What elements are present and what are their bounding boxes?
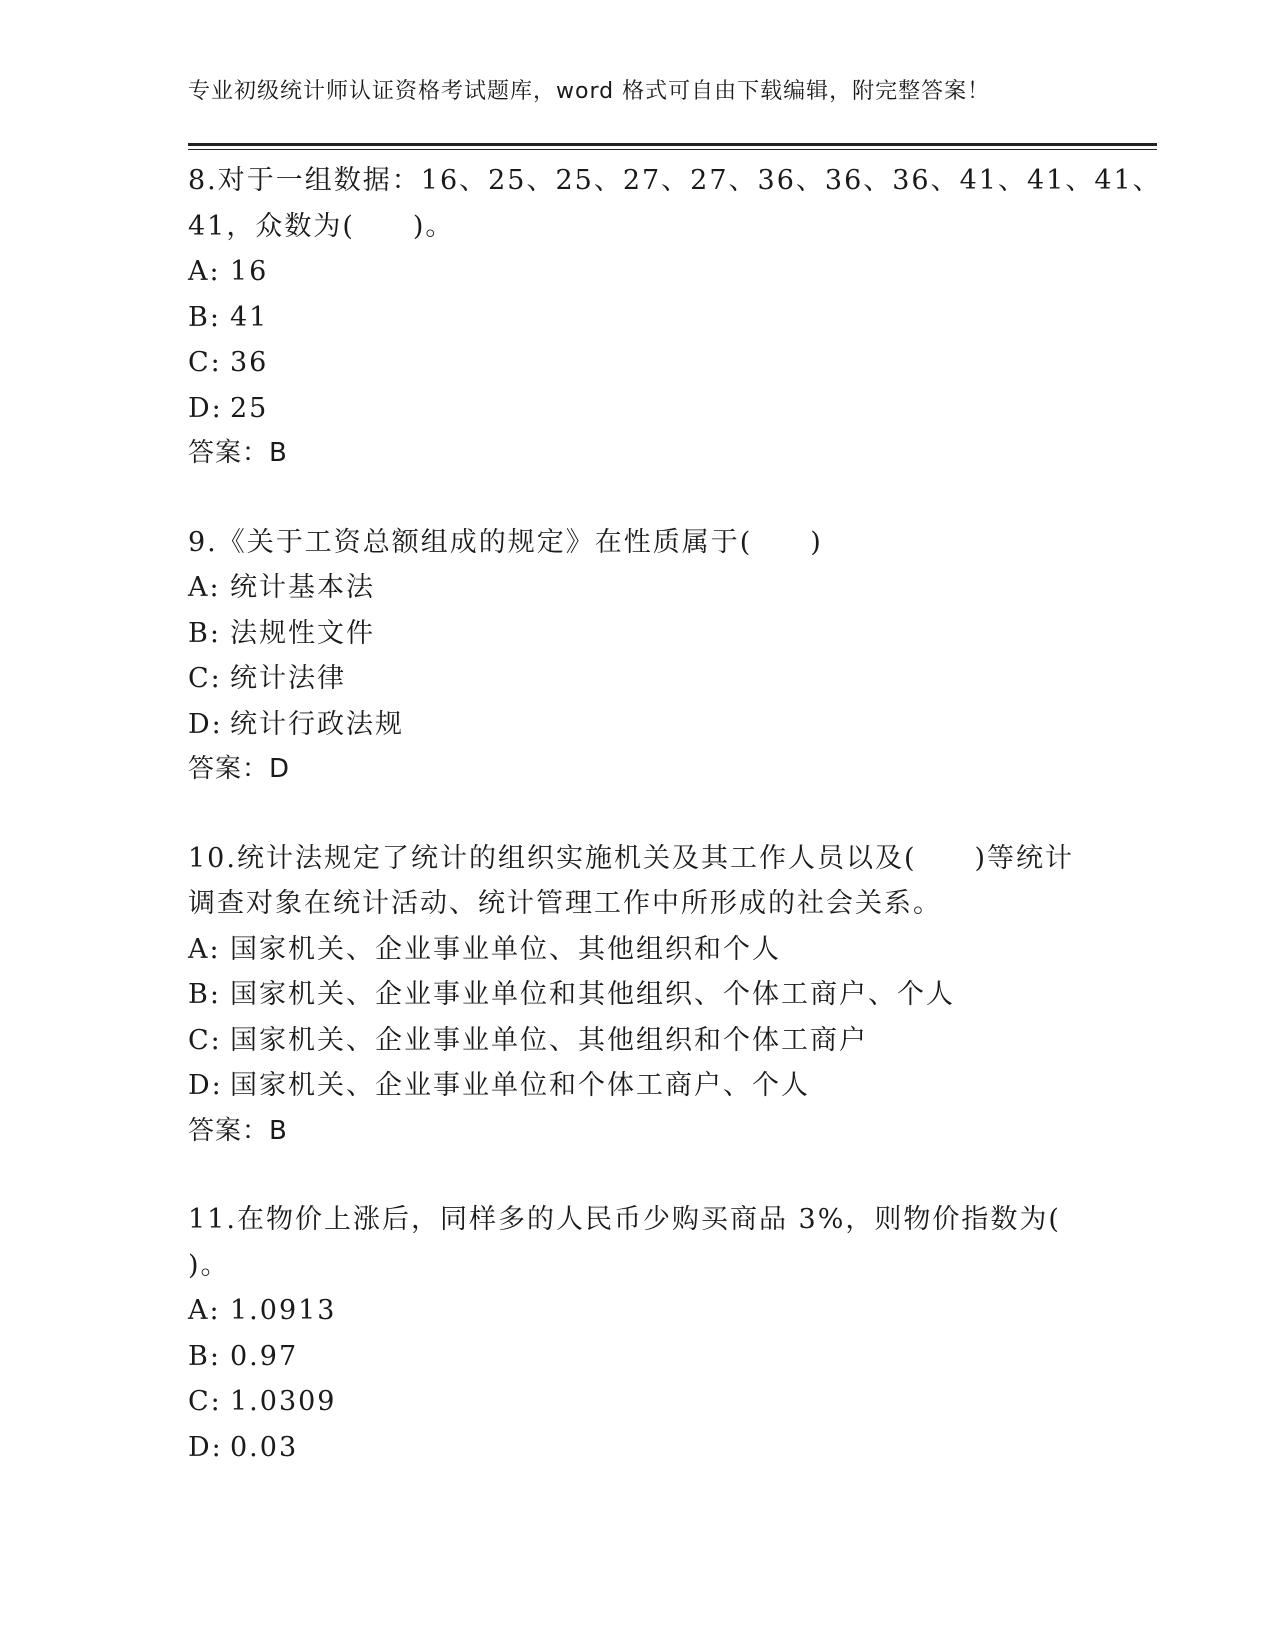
option-text: 36 <box>230 347 269 378</box>
option-text: 41 <box>230 301 269 333</box>
option-key: B: <box>188 979 221 1010</box>
option-a <box>188 565 1088 611</box>
option-text: 国家机关、企业事业单位和个体工商户、个人 <box>230 1070 810 1101</box>
option-key: C: <box>188 1024 222 1056</box>
answer-line: 答案：B <box>188 438 288 468</box>
option-key: B: <box>188 617 221 649</box>
option-text: 16 <box>230 256 269 287</box>
option-text: 1.0913 <box>230 1295 337 1326</box>
option-text: 统计行政法规 <box>230 708 404 740</box>
option-text: 1.0309 <box>230 1386 337 1417</box>
option-a <box>188 927 1088 973</box>
question-10 <box>188 836 1088 1155</box>
answer-line: 答案：D <box>188 754 291 784</box>
option-key: A: <box>188 933 221 965</box>
option-text: 法规性文件 <box>230 617 375 649</box>
option-key: D: <box>188 1070 223 1101</box>
option-text: 0.97 <box>230 1340 299 1372</box>
question-stem-line: 调查对象在统计活动、统计管理工作中所形成的社会关系。 <box>188 888 942 919</box>
question-11 <box>188 1197 1088 1470</box>
option-text: 国家机关、企业事业单位、其他组织和个体工商户 <box>230 1024 868 1056</box>
option-c <box>188 340 1088 386</box>
option-key: C: <box>188 663 222 694</box>
option-key: C: <box>188 1386 222 1417</box>
option-b <box>188 295 1088 341</box>
header-rule-thick <box>188 143 1157 146</box>
question-8 <box>188 158 1162 477</box>
option-d <box>188 386 1088 432</box>
question-stem-line: 9.《关于工资总额组成的规定》在性质属于( ) <box>188 526 823 558</box>
option-key: C: <box>188 347 222 378</box>
question-stem-line: 11.在物价上涨后，同样多的人民币少购买商品 3%，则物价指数为( <box>188 1204 1061 1235</box>
option-text: 国家机关、企业事业单位、其他组织和个人 <box>230 933 781 965</box>
option-key: B: <box>188 301 221 333</box>
page-header: 专业初级统计师认证资格考试题库，word 格式可自由下载编辑，附完整答案！ <box>188 79 991 104</box>
option-d <box>188 702 1088 748</box>
option-d <box>188 1425 1088 1471</box>
option-a <box>188 1288 1088 1334</box>
question-list <box>188 158 1162 1513</box>
option-d <box>188 1063 1088 1109</box>
question-9 <box>188 520 1088 793</box>
question-stem-line: 8.对于一组数据：16、25、25、27、27、36、36、36、41、41、41、 <box>188 165 1162 196</box>
option-text: 统计法律 <box>230 663 346 694</box>
option-key: D: <box>188 708 223 740</box>
option-text: 0.03 <box>230 1431 299 1463</box>
option-text: 国家机关、企业事业单位和其他组织、个体工商户、个人 <box>230 979 955 1010</box>
option-b <box>188 1334 1088 1380</box>
question-stem-line: 10.统计法规定了统计的组织实施机关及其工作人员以及( )等统计 <box>188 842 1075 874</box>
option-b <box>188 972 1088 1018</box>
option-c <box>188 1018 1088 1064</box>
option-key: D: <box>188 392 223 424</box>
option-a <box>188 249 1088 295</box>
option-key: B: <box>188 1340 221 1372</box>
question-stem-line: 41，众数为( )。 <box>188 210 455 242</box>
option-text: 25 <box>230 392 269 424</box>
option-key: A: <box>188 1295 221 1326</box>
answer-line: 答案：B <box>188 1115 288 1146</box>
option-c <box>188 656 1088 702</box>
option-c <box>188 1379 1088 1425</box>
header-rule-thin <box>188 149 1157 150</box>
option-key: A: <box>188 256 221 287</box>
question-stem-line: )。 <box>188 1249 230 1281</box>
option-key: A: <box>188 572 221 603</box>
option-text: 统计基本法 <box>230 572 375 603</box>
option-b <box>188 611 1088 657</box>
option-key: D: <box>188 1431 223 1463</box>
